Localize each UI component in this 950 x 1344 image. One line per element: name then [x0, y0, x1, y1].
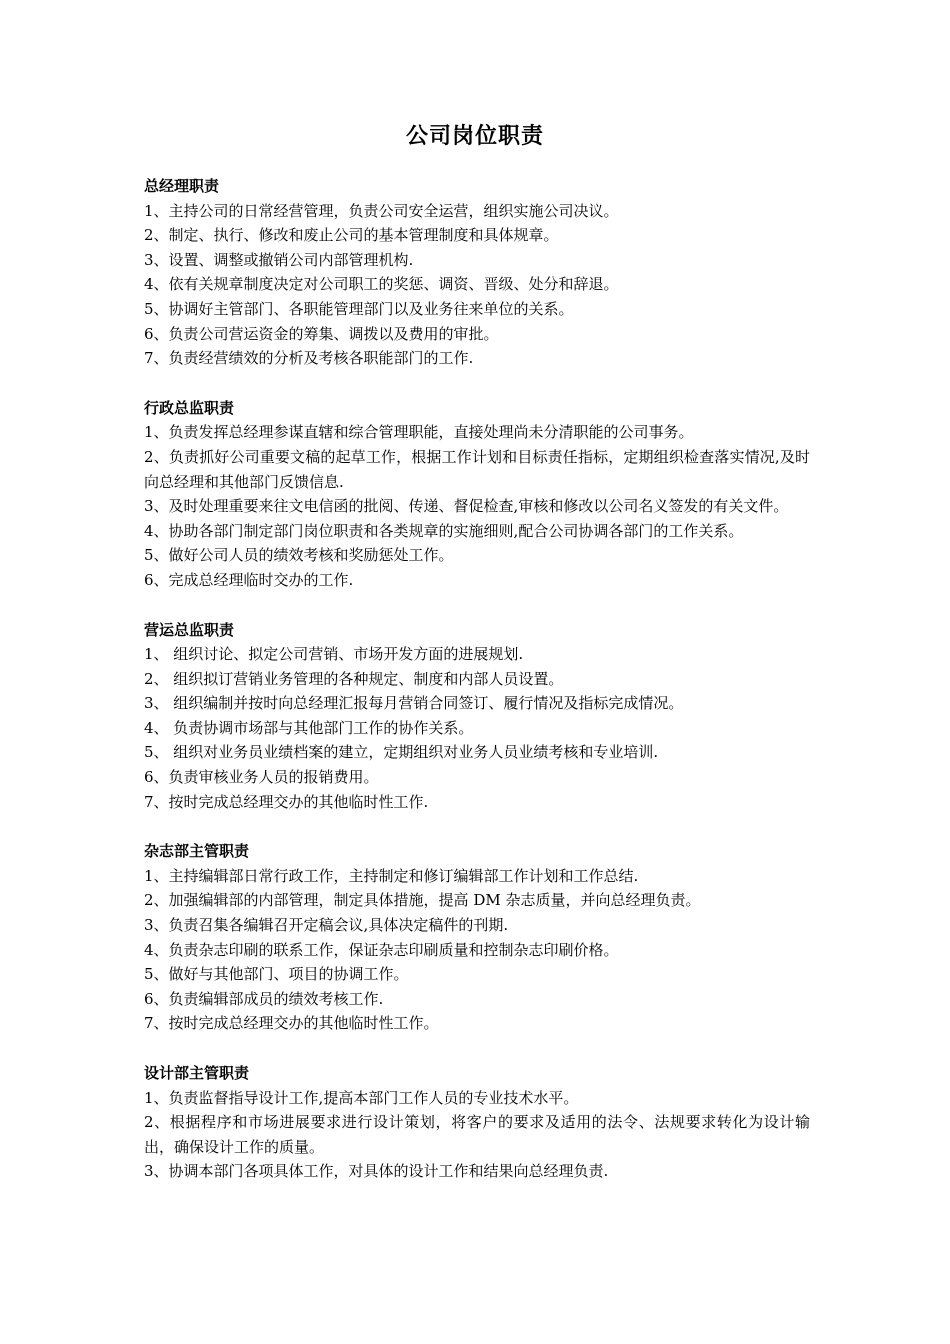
- list-item: 4、负责杂志印刷的联系工作，保证杂志印刷质量和控制杂志印刷价格。: [144, 940, 619, 959]
- list-item: 2、制定、执行、修改和废止公司的基本管理制度和具体规章。: [144, 226, 559, 245]
- section-heading: 总经理职责: [144, 177, 220, 195]
- document-body: [144, 174, 810, 1209]
- list-item: 3、负责召集各编辑召开定稿会议,具体决定稿件的刊期.: [144, 916, 509, 935]
- list-item: 3、协调本部门各项具体工作，对具体的设计工作和结果向总经理负责.: [144, 1162, 609, 1181]
- section-heading: 杂志部主管职责: [144, 842, 250, 861]
- list-item: 6、完成总经理临时交办的工作.: [144, 570, 354, 589]
- section-heading: 行政总监职责: [144, 398, 235, 417]
- list-item: 6、负责编辑部成员的绩效考核工作.: [144, 989, 384, 1008]
- list-item: 4、协助各部门制定部门岗位职责和各类规章的实施细则,配合公司协调各部门的工作关系。: [144, 521, 744, 540]
- list-item: 6、负责公司营运资金的筹集、调拨以及费用的审批。: [144, 324, 499, 343]
- list-item: 1、 组织讨论、拟定公司营销、市场开发方面的进展规划.: [144, 645, 524, 664]
- list-item: 4、 负责协调市场部与其他部门工作的协作关系。: [144, 718, 474, 737]
- list-item: 1、主持公司的日常经营管理，负责公司安全运营，组织实施公司决议。: [144, 201, 619, 220]
- list-item: 3、及时处理重要来往文电信函的批阅、传递、督促检查,审核和修改以公司名义签发的有关文件。: [144, 497, 789, 516]
- list-item: 6、负责审核业务人员的报销费用。: [144, 768, 379, 787]
- list-item: 7、按时完成总经理交办的其他临时性工作.: [144, 792, 429, 811]
- list-item: 2、负责抓好公司重要文稿的起草工作，根据工作计划和目标责任指标，定期组织检查落实情况,及时向总经理和其他部门反馈信息.: [144, 447, 810, 491]
- list-item: 5、协调好主管部门、各职能管理部门以及业务往来单位的关系。: [144, 299, 574, 318]
- section-operations-director: [144, 618, 810, 815]
- list-item: 5、做好与其他部门、项目的协调工作。: [144, 965, 409, 984]
- list-item: 2、加强编辑部的内部管理，制定具体措施，提高 DM 杂志质量，并向总经理负责。: [144, 891, 701, 910]
- section-design-supervisor: [144, 1061, 810, 1184]
- section-magazine-supervisor: [144, 839, 810, 1036]
- section-admin-director: [144, 396, 810, 593]
- list-item: 2、根据程序和市场进展要求进行设计策划，将客户的要求及适用的法令、法规要求转化为设计输出，确保设计工作的质量。: [144, 1113, 810, 1156]
- section-general-manager: [144, 174, 810, 371]
- list-item: 5、做好公司人员的绩效考核和奖励惩处工作。: [144, 546, 454, 565]
- list-item: 7、按时完成总经理交办的其他临时性工作。: [144, 1014, 439, 1033]
- section-heading: 设计部主管职责: [144, 1064, 250, 1082]
- list-item: 4、依有关规章制度决定对公司职工的奖惩、调资、晋级、处分和辞退。: [144, 275, 619, 294]
- list-item: 1、负责监督指导设计工作,提高本部门工作人员的专业技术水平。: [144, 1088, 579, 1107]
- list-item: 7、负责经营绩效的分析及考核各职能部门的工作.: [144, 349, 474, 368]
- list-item: 3、 组织编制并按时向总经理汇报每月营销合同签订、履行情况及指标完成情况。: [144, 694, 684, 713]
- list-item: 1、主持编辑部日常行政工作，主持制定和修订编辑部工作计划和工作总结.: [144, 866, 639, 885]
- section-heading: 营运总监职责: [144, 620, 235, 639]
- list-item: 2、 组织拟订营销业务管理的各种规定、制度和内部人员设置。: [144, 669, 564, 688]
- document-title: 公司岗位职责: [405, 124, 544, 149]
- list-item: 3、设置、调整或撤销公司内部管理机构.: [144, 250, 414, 269]
- list-item: 1、负责发挥总经理参谋直辖和综合管理职能，直接处理尚未分清职能的公司事务。: [144, 423, 694, 442]
- list-item: 5、 组织对业务员业绩档案的建立，定期组织对业务人员业绩考核和专业培训.: [144, 743, 659, 762]
